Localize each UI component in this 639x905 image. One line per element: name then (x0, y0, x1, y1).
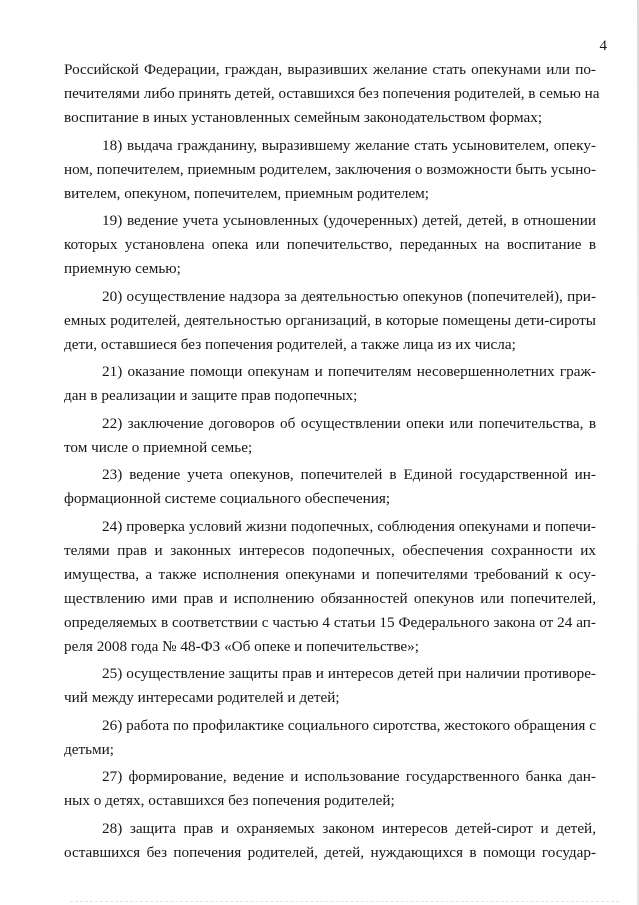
page-number: 4 (599, 38, 607, 54)
paragraph-first-line: 25) осуществление защиты прав и интересов детей при наличии противоре- (102, 665, 596, 682)
paragraph-first-line: 28) защита прав и охраняемых законом интересов детей-сирот и детей, (102, 819, 596, 837)
text-line: телями прав и законных интересов подопечных, обеспечения сохранности их (64, 541, 596, 559)
paragraph-first-line: 22) заключение договоров об осуществлении опеки или попечительства, в (102, 414, 596, 432)
paragraph-first-line: 19) ведение учета усыновленных (удочеренных) детей, детей, в отношении (102, 212, 596, 229)
text-line: чий между интересами родителей и детей; (64, 689, 340, 706)
paragraph-first-line: 20) осуществление надзора за деятельностью опекунов (попечителей), при- (102, 287, 596, 305)
text-line: дан в реализации и защите прав подопечных; (64, 387, 358, 404)
paragraph-first-line: 27) формирование, ведение и использование государственного банка дан- (102, 768, 596, 785)
paragraph-first-line: 24) проверка условий жизни подопечных, соблюдения опекунами и попечи- (102, 517, 596, 535)
text-line: емных родителей, деятельностью организаций, в которые помещены дети-сироты (64, 311, 596, 329)
text-line: вителем, опекуном, попечителем, приемным родителем; (64, 184, 430, 202)
paragraph-first-line: 26) работа по профилактике социального сиротства, жестокого обращения с (102, 716, 596, 734)
paragraph-first-line: 23) ведение учета опекунов, попечителей в Единой государственной ин- (102, 466, 596, 483)
scan-edge-bottom (70, 901, 619, 903)
text-line: реля 2008 года № 48-ФЗ «Об опеке и попечительстве»; (64, 637, 419, 655)
text-line: воспитание в иных установленных семейным законодательством формах; (64, 109, 543, 126)
text-line: ном, попечителем, приемным родителем, заключения о возможности быть усыно- (64, 160, 597, 178)
text-line: ществлению ими прав и исполнению обязанностей опекунов или попечителей, (64, 589, 596, 607)
text-line: формационной системе социального обеспечения; (64, 490, 391, 507)
text-line: оставшихся без попечения родителей, детей, нуждающихся в помощи государ- (64, 843, 596, 861)
text-line: Российской Федерации, граждан, выразивших желание стать опекунами или по- (64, 61, 596, 78)
text-line: том числе о приемной семье; (64, 438, 253, 456)
document-body (64, 58, 600, 865)
text-line: печителями либо принять детей, оставшихся без попечения родителей, в семью на (64, 85, 600, 102)
text-line: определяемых в соответствии с частью 4 статьи 15 Федерального закона от 24 ап- (64, 613, 596, 631)
text-line: имущества, а также исполнения опекунами и попечителями требований к осу- (64, 565, 596, 583)
paragraph-first-line: 18) выдача гражданину, выразившему желание стать усыновителем, опеку- (102, 136, 596, 154)
text-line: дети, оставшиеся без попечения родителей, а также лица из их числа; (64, 335, 516, 353)
text-line: детьми; (64, 740, 114, 758)
paragraph-first-line: 21) оказание помощи опекунам и попечителям несовершеннолетних граж- (102, 363, 596, 380)
text-line: ных о детях, оставшихся без попечения родителей; (64, 792, 395, 809)
text-line: которых установлена опека или попечительство, переданных на воспитание в (64, 236, 596, 253)
text-line: приемную семью; (64, 260, 181, 277)
